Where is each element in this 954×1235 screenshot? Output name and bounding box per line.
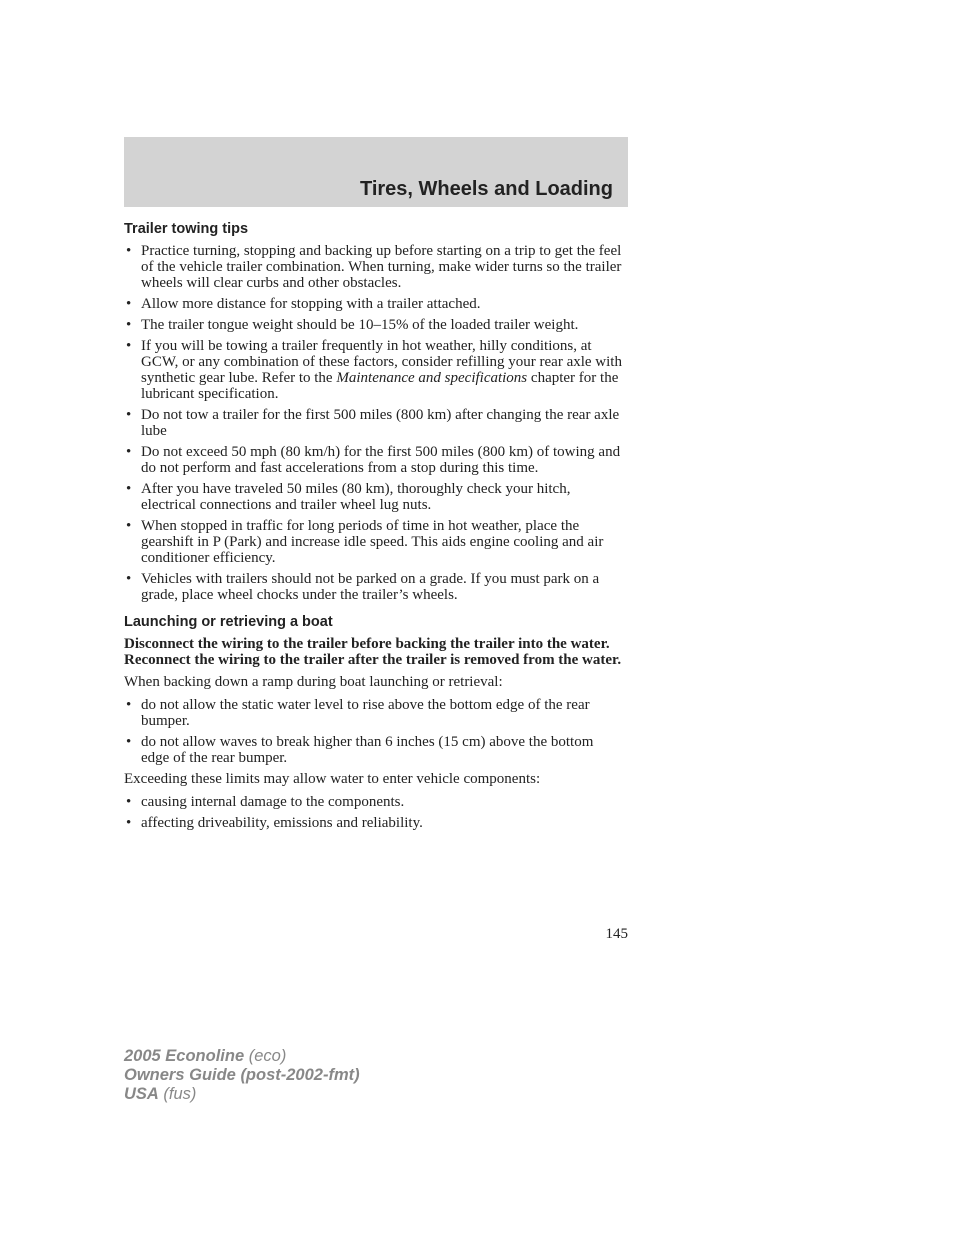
footer-line: Owners Guide (post-2002-fmt) [124, 1066, 360, 1084]
list-item: • The trailer tongue weight should be 10–15% of the loaded trailer weight. [124, 317, 624, 333]
towing-tips-list [124, 243, 624, 603]
document-footer [124, 1047, 360, 1104]
footer-line: USA (fus) [124, 1085, 197, 1103]
list-item: • Allow more distance for stopping with a trailer attached. [124, 296, 624, 312]
list-item: • Do not tow a trailer for the first 500 miles (800 km) after changing the rear axle lube [124, 407, 624, 439]
section-heading: Trailer towing tips [124, 221, 249, 237]
list-item: • Vehicles with trailers should not be parked on a grade. If you must park on a grade, place wheel chocks under the trailer’s wheels. [124, 571, 624, 603]
list-item: • do not allow waves to break higher than 6 inches (15 cm) above the bottom edge of the rear bumper. [124, 734, 624, 766]
section-launching-boat [124, 613, 624, 831]
list-item: • When stopped in traffic for long periods of time in hot weather, place the gearshift in P (Park) and increase idle speed. This aids engine cooling and air conditioner efficiency. [124, 518, 624, 566]
warning-text: Disconnect the wiring to the trailer before backing the trailer into the water. Reconnect the wiring to the trailer after the trailer is removed from the water. [124, 636, 622, 668]
list-item: • affecting driveability, emissions and reliability. [124, 815, 624, 831]
paragraph: When backing down a ramp during boat launching or retrieval: [124, 674, 503, 690]
chapter-title: Tires, Wheels and Loading [359, 178, 613, 200]
section-heading: Launching or retrieving a boat [124, 614, 333, 630]
paragraph: Exceeding these limits may allow water to enter vehicle components: [124, 771, 541, 787]
section-trailer-towing-tips [124, 220, 624, 603]
footer-line: 2005 Econoline (eco) [124, 1047, 287, 1065]
consequences-list [124, 794, 624, 831]
list-item: • Do not exceed 50 mph (80 km/h) for the first 500 miles (800 km) of towing and do not perform and fast accelerations from a stop during this time. [124, 444, 624, 476]
page-number: 145 [605, 926, 628, 942]
chapter-header-band [124, 137, 628, 207]
list-item-text: If you will be towing a trailer frequently in hot weather, hilly conditions, at GCW, or any combination of these factors, consider refilling your rear axle with synthetic gear lube. Refer to the [141, 338, 622, 386]
page-content [124, 220, 624, 836]
list-item: • do not allow the static water level to rise above the bottom edge of the rear bumper. [124, 697, 624, 729]
list-item: • After you have traveled 50 miles (80 km), thoroughly check your hitch, electrical connections and trailer wheel lug nuts. [124, 481, 624, 513]
chapter-reference: Maintenance and specifications [336, 370, 528, 386]
list-item: • causing internal damage to the components. [124, 794, 624, 810]
list-item [124, 338, 624, 402]
list-item: • Practice turning, stopping and backing up before starting on a trip to get the feel of the vehicle trailer combination. When turning, make wider turns so the trailer wheels will clear curbs and other obstacles. [124, 243, 624, 291]
ramp-limits-list [124, 697, 624, 766]
list-item-text: chapter for the lubricant specification. [141, 370, 619, 402]
